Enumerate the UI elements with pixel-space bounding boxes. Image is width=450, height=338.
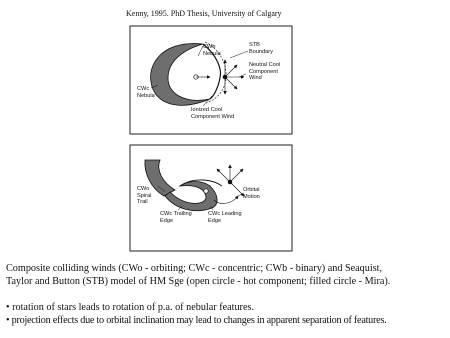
caption-line-1: Composite colliding winds (CWo - orbiting; CWc - concentric; CWb - binary) and Seaquist, bbox=[6, 263, 383, 274]
label-orbital-motion: Orbital Motion bbox=[243, 187, 260, 200]
caption-bullet-2: • projection effects due to orbital inclination may lead to changes in apparent separation of features. bbox=[6, 315, 387, 326]
hot-component-marker-bottom bbox=[204, 189, 208, 193]
label-ionized-wind: Ionized Cool Component Wind bbox=[191, 107, 235, 120]
orbital-motion-arrow bbox=[214, 196, 238, 203]
cwc-crescent-shape bbox=[165, 182, 217, 211]
credit-line: Kenny, 1995. PhD Thesis, University of Calgary bbox=[126, 9, 282, 18]
orbital-leader bbox=[238, 194, 242, 196]
label-cwc-leading-edge: CWc Leading Edge bbox=[208, 211, 242, 224]
caption-line-2: Taylor and Button (STB) model of HM Sge (open circle - hot component; filled circle - Mira). bbox=[6, 276, 391, 287]
label-cwb-nebula: CWb Nebula bbox=[203, 44, 221, 57]
label-cwc-nebula: CWc Nebula bbox=[137, 86, 155, 99]
caption-bullet-1: • rotation of stars leads to rotation of p.a. of nebular features. bbox=[6, 302, 254, 313]
label-cwc-trailing-edge: CWc Trailing Edge bbox=[160, 211, 192, 224]
label-cwo-spiral-trail: CWo Spiral Trail bbox=[137, 186, 152, 206]
arrow-b2 bbox=[217, 169, 230, 182]
label-stb-boundary: STB Boundary bbox=[249, 42, 273, 55]
label-neutral-wind: Neutral Cool Component Wind bbox=[249, 62, 281, 82]
arrow-b1 bbox=[230, 169, 243, 182]
